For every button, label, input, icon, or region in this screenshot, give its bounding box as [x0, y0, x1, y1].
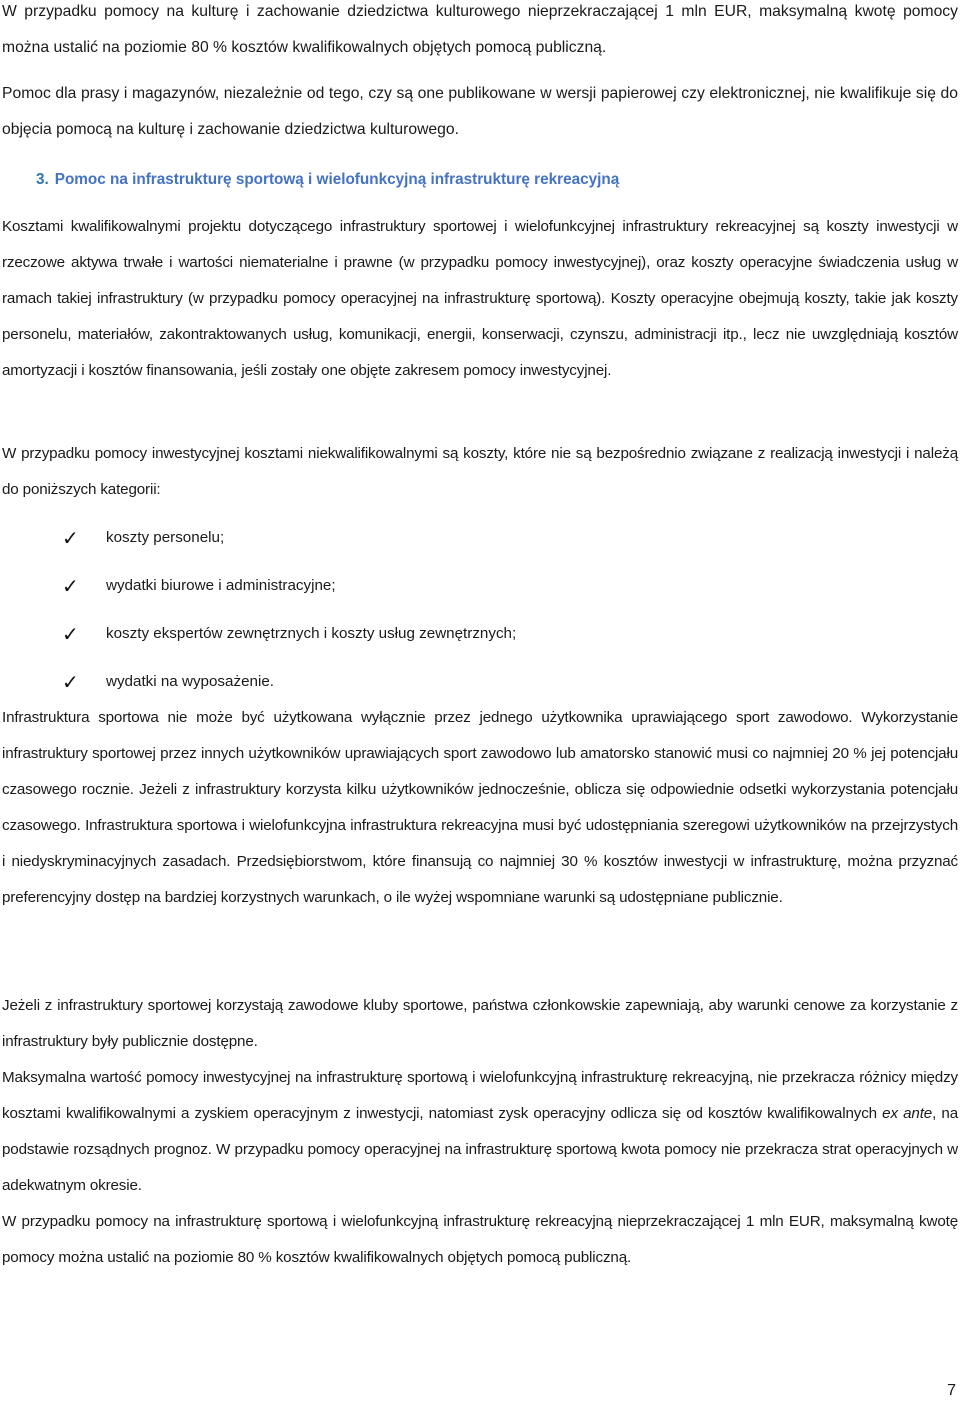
paragraph-usage-rules: Infrastruktura sportowa nie może być użytkowana wyłącznie przez jednego użytkownika uprawiającego sport zawodowo. Wykorzystanie infrastruktury sportowej przez innych użytkowników uprawiających sport zawodowo lub amatorsko stanowić musi co najmniej 20 % jej potencjału czasowego rocznie. Jeżeli z infrastruktury korzysta kilku użytkowników jednocześnie, oblicza się odpowiednie odsetki wykorzystania potencjału czasowego. Infrastruktura sportowa i wielofunkcyjna infrastruktura rekreacyjna musi być udostępniania szeregowi użytkowników na przejrzystych i niedyskryminacyjnych zasadach. Przedsiębiorstwom, które finansują co najmniej 30 % kosztów inwestycji w infrastrukturę, można przyznać preferencyjny dostęp na bardziej korzystnych warunkach, o ile wyżej wspomniane warunki są udostępniane publicznie. [2, 709, 958, 906]
check-icon: ✓ [62, 574, 79, 598]
section-heading [36, 162, 619, 198]
checklist-item [0, 520, 516, 568]
paragraph-eligible-costs: Kosztami kwalifikowalnymi projektu dotyczącego infrastruktury sportowej i wielofunkcyjnej infrastruktury rekreacyjnej są koszty inwestycji w rzeczowe aktywa trwałe i wartości niematerialne i prawne (w przypadku pomocy inwestycyjnej), oraz koszty operacyjne świadczenia usług w ramach takiej infrastruktury (w przypadku pomocy operacyjnej na infrastrukturę sportową). Koszty operacyjne obejmują koszty, takie jak koszty personelu, materiałów, zakontraktowanych usług, komunikacji, energii, konserwacji, czynszu, administracji itp., lecz nie uwzględniają kosztów amortyzacji i kosztów finansowania, jeśli zostały one objęte zakresem pomocy inwestycyjnej. [2, 218, 958, 379]
section-number: 3. [36, 171, 49, 188]
page-number: 7 [947, 1382, 956, 1399]
intro-paragraph-press: Pomoc dla prasy i magazynów, niezależnie od tego, czy są one publikowane w wersji papierowej czy elektronicznej, nie kwalifikuje się do objęcia pomocą na kulturę i zachowanie dziedzictwa kulturowego. [2, 85, 958, 138]
paragraph-ineligible-costs: W przypadku pomocy inwestycyjnej kosztami niekwalifikowalnymi są koszty, które nie są bezpośrednio związane z realizacją inwestycji i należą do poniższych kategorii: [2, 445, 958, 498]
intro-paragraph-culture-threshold: W przypadku pomocy na kulturę i zachowanie dziedzictwa kulturowego nieprzekraczającej 1 mln EUR, maksymalną kwotę pomocy można ustalić na poziomie 80 % kosztów kwalifikowalnych objętych pomocą publiczną. [2, 3, 958, 56]
ex-ante-term: ex ante [882, 1105, 933, 1122]
max-aid-text-end: , na podstawie rozsądnych prognoz. W przypadku pomocy operacyjnej na infrastrukturę sportową kwota pomocy nie przekracza strat operacyjnych w adekwatnym okresie. [2, 1105, 958, 1194]
check-icon: ✓ [62, 526, 79, 550]
paragraph-professional-clubs: Jeżeli z infrastruktury sportowej korzystają zawodowe kluby sportowe, państwa członkowskie zapewniają, aby warunki cenowe za korzystanie z infrastruktury były publicznie dostępne. [2, 997, 958, 1050]
paragraph-max-aid-value [2, 1060, 958, 1204]
check-icon: ✓ [62, 622, 79, 646]
checklist-item-label: wydatki biurowe i administracyjne; [106, 577, 336, 594]
section-title: Pomoc na infrastrukturę sportową i wielofunkcyjną infrastrukturę rekreacyjną [54, 171, 620, 188]
max-aid-text-start: Maksymalna wartość pomocy inwestycyjnej na infrastrukturę sportową i wielofunkcyjną infrastrukturę rekreacyjną, nie przekracza różnicy między kosztami kwalifikowalnymi a zyskiem operacyjnym z inwestycji, natomiast zysk operacyjny odlicza się od kosztów kwalifikowalnych [2, 1069, 958, 1122]
checklist-item-label: koszty personelu; [106, 529, 225, 546]
checklist-item [0, 568, 516, 616]
checklist-item [0, 616, 516, 664]
checklist-item-label: wydatki na wyposażenie. [106, 673, 274, 690]
paragraph-aid-threshold: W przypadku pomocy na infrastrukturę sportową i wielofunkcyjną infrastrukturę rekreacyjną nieprzekraczającej 1 mln EUR, maksymalną kwotę pomocy można ustalić na poziomie 80 % kosztów kwalifikowalnych objętych pomocą publiczną. [2, 1213, 958, 1266]
ineligible-costs-checklist [0, 520, 516, 712]
checklist-item-label: koszty ekspertów zewnętrznych i koszty usług zewnętrznych; [106, 625, 517, 642]
check-icon: ✓ [62, 670, 79, 694]
